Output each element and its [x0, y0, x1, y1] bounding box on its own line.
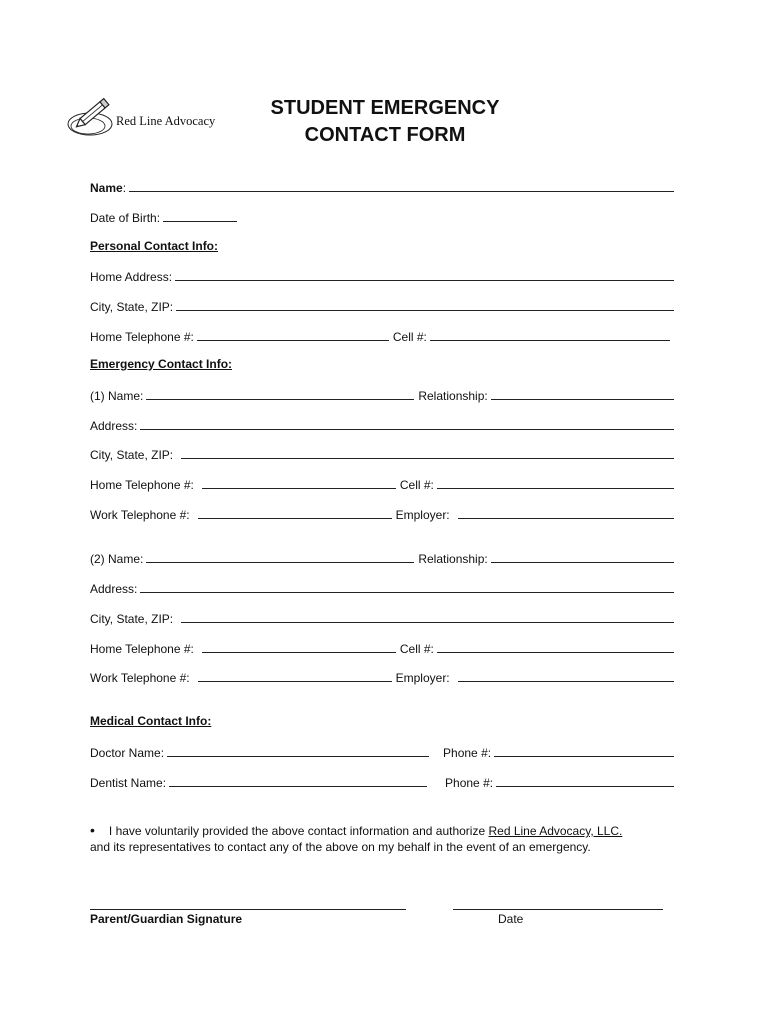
contact2-name-label: (2) Name:	[90, 552, 144, 566]
cell-label: Cell #:	[392, 330, 427, 344]
contact2-cell-field[interactable]	[437, 652, 674, 653]
contact1-address-field[interactable]	[140, 429, 674, 430]
title-line-2: CONTACT FORM	[304, 124, 466, 146]
doctor-phone-field[interactable]	[494, 756, 674, 757]
dentist-name-field[interactable]	[169, 786, 427, 787]
contact2-home-telephone-row	[90, 640, 678, 656]
contact2-address-field[interactable]	[140, 592, 674, 593]
doctor-row	[90, 744, 678, 760]
dob-field[interactable]	[163, 221, 237, 222]
logo-text: Red Line Advocacy	[116, 114, 216, 128]
contact2-name-row	[90, 550, 678, 566]
contact1-name-row	[90, 387, 678, 403]
authorization-statement	[90, 822, 690, 855]
dob-row	[90, 209, 678, 225]
emergency-contact-heading: Emergency Contact Info:	[90, 357, 233, 371]
contact1-relationship-label: Relationship:	[418, 389, 488, 403]
contact2-employer-label: Employer:	[395, 671, 450, 685]
personal-contact-heading: Personal Contact Info:	[90, 239, 219, 253]
contact2-work-telephone-label: Work Telephone #:	[90, 671, 190, 685]
parent-signature-label: Parent/Guardian Signature	[90, 912, 243, 926]
contact2-home-telephone-label: Home Telephone #:	[90, 642, 194, 656]
contact2-work-telephone-row	[90, 669, 678, 685]
contact1-city-row	[90, 446, 678, 462]
contact1-name-label: (1) Name:	[90, 389, 144, 403]
contact2-city-label: City, State, ZIP:	[90, 612, 174, 626]
contact2-relationship-label: Relationship:	[418, 552, 488, 566]
dentist-row	[90, 774, 678, 790]
contact1-work-telephone-row	[90, 506, 678, 522]
date-line[interactable]	[453, 909, 663, 910]
home-telephone-label: Home Telephone #:	[90, 330, 194, 344]
parent-signature-line[interactable]	[90, 909, 406, 910]
city-state-zip-field[interactable]	[176, 310, 674, 311]
contact1-work-telephone-label: Work Telephone #:	[90, 508, 190, 522]
contact1-home-telephone-row	[90, 476, 678, 492]
contact1-work-telephone-field[interactable]	[198, 518, 392, 519]
name-field[interactable]	[129, 191, 674, 192]
contact2-city-row	[90, 610, 678, 626]
contact1-employer-label: Employer:	[395, 508, 450, 522]
contact2-cell-label: Cell #:	[399, 642, 434, 656]
home-telephone-field[interactable]	[197, 340, 389, 341]
logo	[66, 96, 226, 146]
contact1-home-telephone-field[interactable]	[202, 488, 396, 489]
contact1-home-telephone-label: Home Telephone #:	[90, 478, 194, 492]
dob-label: Date of Birth:	[90, 211, 161, 225]
contact2-name-field[interactable]	[146, 562, 414, 563]
contact2-address-row	[90, 580, 678, 596]
bullet: •	[90, 822, 95, 838]
doctor-name-label: Doctor Name:	[90, 746, 165, 760]
contact2-address-label: Address:	[90, 582, 138, 596]
name-colon: :	[122, 181, 127, 195]
name-label: Name	[90, 181, 123, 195]
dentist-name-label: Dentist Name:	[90, 776, 167, 790]
contact1-address-row	[90, 417, 678, 433]
statement-part2: and its representatives to contact any of the above on my behalf in the event of an emergency.	[90, 840, 591, 854]
date-label: Date	[498, 912, 524, 926]
contact1-relationship-field[interactable]	[491, 399, 674, 400]
contact1-address-label: Address:	[90, 419, 138, 433]
contact1-city-label: City, State, ZIP:	[90, 448, 174, 462]
city-state-zip-row	[90, 298, 678, 314]
name-row	[90, 179, 678, 195]
dentist-phone-field[interactable]	[496, 786, 674, 787]
contact2-work-telephone-field[interactable]	[198, 681, 392, 682]
contact1-cell-label: Cell #:	[399, 478, 434, 492]
home-address-label: Home Address:	[90, 270, 173, 284]
city-state-zip-label: City, State, ZIP:	[90, 300, 174, 314]
dentist-phone-label: Phone #:	[445, 776, 494, 790]
home-telephone-row	[90, 328, 678, 344]
home-address-field[interactable]	[175, 280, 674, 281]
title-line-1: STUDENT EMERGENCY	[270, 97, 500, 119]
contact2-city-field[interactable]	[181, 622, 674, 623]
contact2-relationship-field[interactable]	[491, 562, 674, 563]
contact1-employer-field[interactable]	[458, 518, 674, 519]
medical-contact-heading: Medical Contact Info:	[90, 714, 212, 728]
statement-part1: I have voluntarily provided the above contact information and authorize	[108, 824, 486, 838]
contact2-home-telephone-field[interactable]	[202, 652, 396, 653]
cell-field[interactable]	[430, 340, 670, 341]
contact1-name-field[interactable]	[146, 399, 414, 400]
page-title	[230, 95, 540, 149]
contact1-cell-field[interactable]	[437, 488, 674, 489]
organization-name: Red Line Advocacy, LLC.	[488, 824, 623, 838]
contact2-employer-field[interactable]	[458, 681, 674, 682]
home-address-row	[90, 268, 678, 284]
doctor-phone-label: Phone #:	[443, 746, 492, 760]
contact1-city-field[interactable]	[181, 458, 674, 459]
doctor-name-field[interactable]	[167, 756, 429, 757]
